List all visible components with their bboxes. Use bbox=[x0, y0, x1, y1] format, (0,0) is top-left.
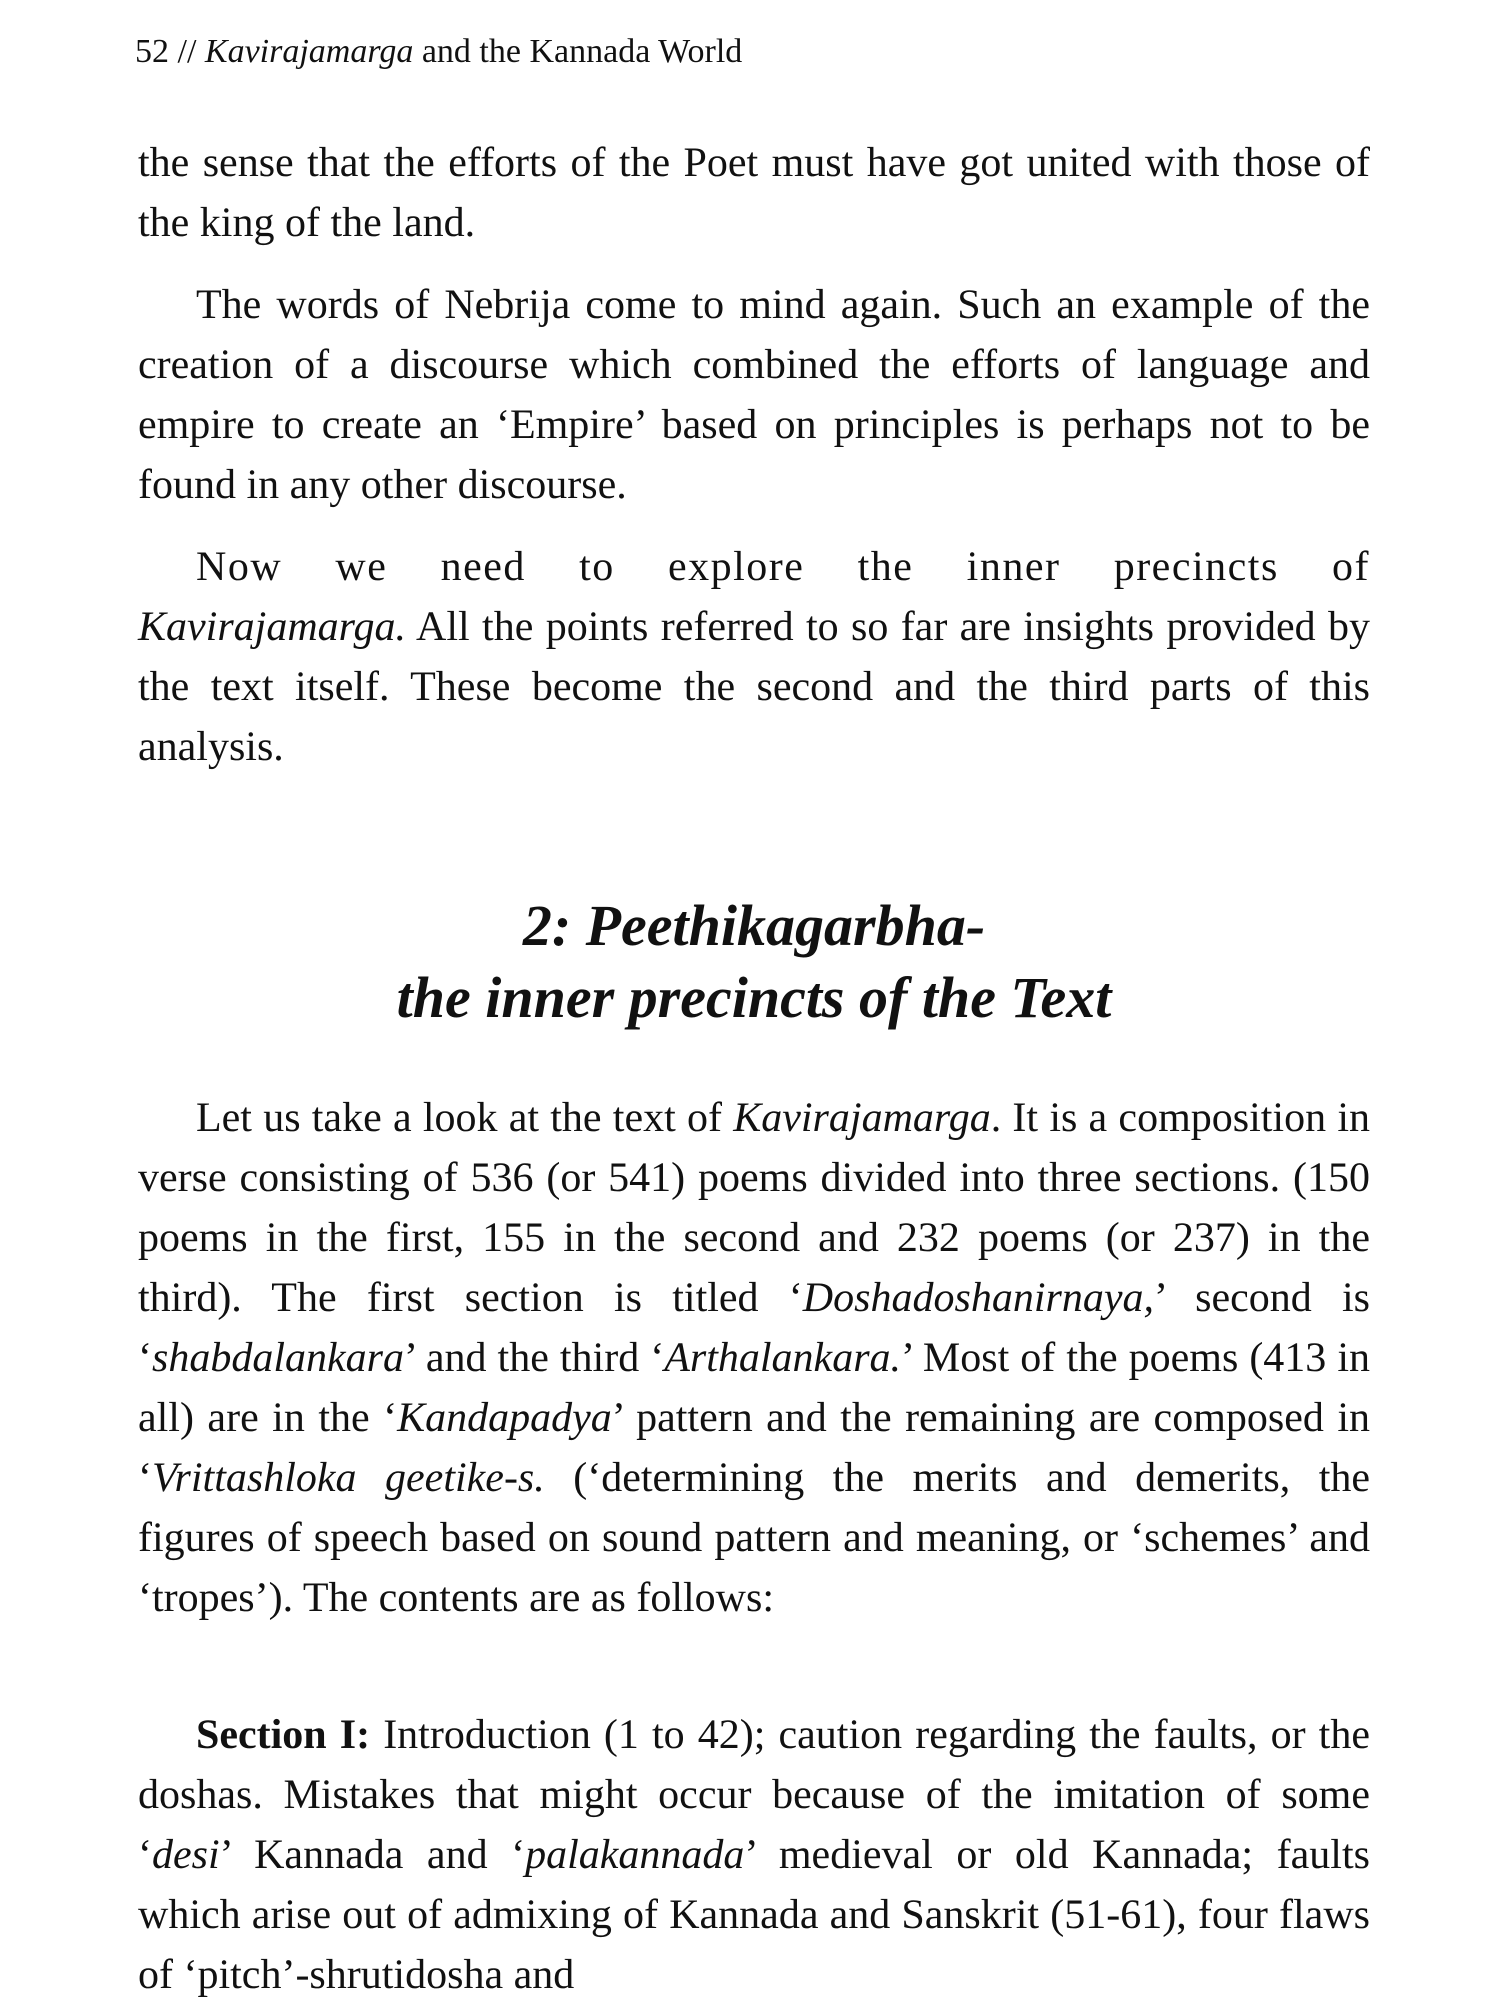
paragraph-nebrija: The words of Nebrija come to mind again. Such an example of the creation of a discourse which combined the efforts of language and empire to create an ‘Empire’ based on principles is perhaps not to be found in any other discourse. bbox=[138, 282, 1370, 508]
text-run: ’ medieval or old Kannada; faults which arise out of admixing of Kannada and Sanskrit (51-61), four flaws of ‘pitch’-shrutidosha and bbox=[138, 1832, 1370, 1998]
running-head-book-title: Kavirajamarga bbox=[204, 33, 414, 70]
text-run: Introduction (1 to 42); caution regarding the faults, or the doshas. Mistakes that might occur because of the imitation of some ‘ bbox=[138, 1712, 1370, 1878]
text-run: Let us take a look at the text of bbox=[196, 1095, 734, 1141]
running-head-subtitle: and the Kannada World bbox=[421, 33, 743, 70]
section-label: Section I: bbox=[196, 1712, 371, 1758]
text-run: ’ pattern and the remaining are composed in ‘ bbox=[138, 1395, 1370, 1501]
italic-term: shabdalankara bbox=[152, 1335, 404, 1381]
italic-term: Vrittashloka geetike-s. bbox=[152, 1455, 545, 1501]
italic-term: Kavirajamarga bbox=[733, 1095, 991, 1141]
italic-term: Arthalankara. bbox=[664, 1335, 902, 1381]
paragraph-lead: Now we need to explore the inner precincts of bbox=[196, 544, 1370, 590]
paragraph-continuation: the sense that the efforts of the Poet must have got united with those of the king of the land. bbox=[138, 140, 1370, 246]
text-run: ’ Kannada and ‘ bbox=[219, 1832, 526, 1878]
italic-term: palakannada bbox=[525, 1832, 745, 1878]
text-run: ’ second is ‘ bbox=[138, 1275, 1370, 1381]
paragraph-inner-precincts bbox=[138, 537, 1370, 777]
running-head bbox=[135, 32, 742, 72]
section-heading-line-2: the inner precincts of the Text bbox=[396, 965, 1112, 1030]
paragraph-text-overview bbox=[138, 1088, 1370, 1628]
book-title-italic: Kavirajamarga. bbox=[138, 604, 406, 650]
italic-term: Doshadoshanirnaya, bbox=[802, 1275, 1154, 1321]
italic-term: desi bbox=[152, 1832, 220, 1878]
text-run: ’ and the third ‘ bbox=[404, 1335, 665, 1381]
section-heading bbox=[138, 890, 1370, 1034]
paragraph-rest: All the points referred to so far are insights provided by the text itself. These become the second and the third parts of this analysis. bbox=[138, 604, 1370, 770]
paragraph-section-one bbox=[138, 1705, 1370, 2005]
section-heading-line-1: 2: Peethikagarbha- bbox=[522, 893, 986, 958]
running-head-separator: // bbox=[177, 33, 197, 70]
page-number: 52 bbox=[135, 33, 169, 70]
italic-term: Kandapadya bbox=[397, 1395, 612, 1441]
text-run: ’ Most of the poems (413 in all) are in the ‘ bbox=[138, 1335, 1370, 1441]
text-run: . It is a composition in verse consisting of 536 (or 541) poems divided into three sections. (150 poems in the first, 155 in the second and 232 poems (or 237) in the third). The first section is titled ‘ bbox=[138, 1095, 1370, 1321]
text-run: (‘determining the merits and demerits, the figures of speech based on sound pattern and meaning, or ‘schemes’ and ‘tropes’). The contents are as follows: bbox=[138, 1455, 1371, 1621]
